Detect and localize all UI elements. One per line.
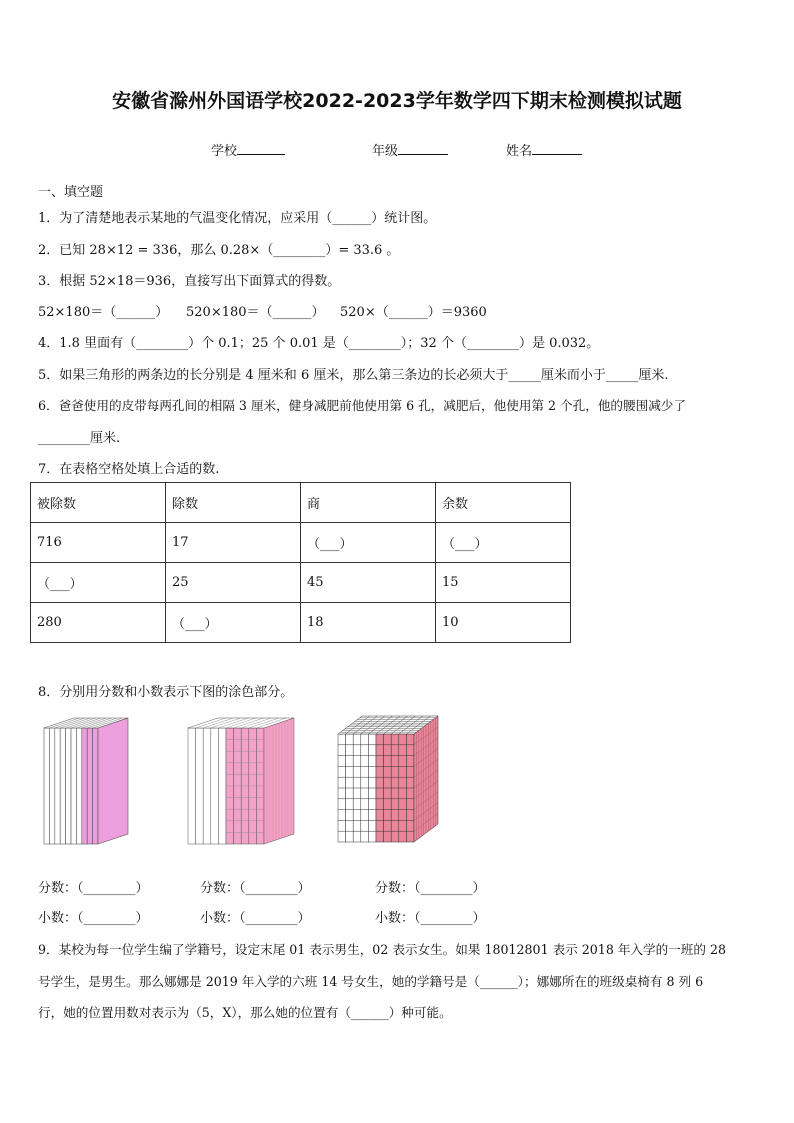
table-row [31,603,571,643]
grade-field [372,140,448,159]
table-cell: 17 [166,523,301,563]
table-cell[interactable]: （___） [166,603,301,643]
q3-item-2: 520×180＝（______） [186,305,325,320]
grade-blank[interactable] [398,140,448,155]
table-header-cell: 余数 [436,483,571,523]
block-side [98,718,128,844]
question-8: 8．分别用分数和小数表示下图的涂色部分。 [38,685,294,700]
question-6: 6．爸爸使用的皮带每两孔间的相隔 3 厘米，健身减肥前他使用第 6 孔，减肥后，他使用第 2 个孔，他的腰围减少了 [38,398,686,413]
strip [44,728,49,844]
grid-column [188,728,196,844]
question-2: 2．已知 28×12 = 336，那么 0.28×（________）= 33.6 。 [38,243,400,258]
fig1-strips [44,718,128,844]
strip [49,728,54,844]
table-cell: 25 [166,563,301,603]
thousandths-cube-figure [336,712,440,848]
strip [71,728,76,844]
fig2-grid [188,718,294,844]
fig1-fraction-answer[interactable]: 分数：（________） [38,881,149,896]
table-cell: 280 [31,603,166,643]
table-cell: 18 [301,603,436,643]
question-9: 9．某校为每一位学生编了学籍号，设定末尾 01 表示男生，02 表示女生。如果 18012801 表示 2018 年入学的一班的 28 [38,942,727,957]
fig3-grid [338,716,438,842]
question-1: 1．为了清楚地表示某地的气温变化情况，应采用（______）统计图。 [38,211,437,226]
table-cell: 716 [31,523,166,563]
table-cell: 10 [436,603,571,643]
division-table [30,482,571,643]
table-header-cell: 被除数 [31,483,166,523]
question-9-cont2: 行，她的位置用数对表示为（5，X），那么她的位置有（______）种可能。 [38,1005,452,1020]
table-cell[interactable]: （___） [31,563,166,603]
table-header-cell: 除数 [166,483,301,523]
strip [55,728,60,844]
grid-column [196,728,204,844]
grid-column [211,728,219,844]
strip [82,728,87,844]
table-cell[interactable]: （___） [436,523,571,563]
question-9-cont: 号学生，是男生。那么娜娜是 2019 年入学的六班 14 号女生，她的学籍号是（______）；娜娜所在的班级桌椅有 8 列 6 [38,974,704,989]
table-cell: 45 [301,563,436,603]
question-4: 4．1.8 里面有（________）个 0.1；25 个 0.01 是（________）；32 个（________）是 0.032。 [38,336,600,351]
table-cell[interactable]: （___） [301,523,436,563]
fig3-fraction-answer[interactable]: 分数：（________） [375,881,486,896]
strip [66,728,71,844]
strip [76,728,81,844]
name-blank[interactable] [532,140,582,155]
school-label: 学校 [211,144,238,159]
question-6-cont: ________厘米. [38,431,121,446]
fig2-decimal-answer[interactable]: 小数：（________） [200,911,311,926]
grid-column [203,728,211,844]
school-blank[interactable] [237,140,285,155]
q3-item-3: 520×（______）＝9360 [340,305,487,320]
section-heading: 一、填空题 [38,185,104,200]
grade-label: 年级 [372,144,399,159]
school-field [211,140,285,159]
tenths-block-figure [42,716,132,848]
table-header-row [31,483,571,523]
table-row [31,523,571,563]
fig1-decimal-answer[interactable]: 小数：（________） [38,911,149,926]
strip [60,728,65,844]
strip [93,728,98,844]
fig2-fraction-answer[interactable]: 分数：（________） [200,881,311,896]
grid-column [218,728,226,844]
table-row [31,563,571,603]
strip [87,728,92,844]
table-cell: 15 [436,563,571,603]
name-field [506,140,582,159]
page-title: 安徽省滁州外国语学校2022-2023学年数学四下期末检测模拟试题 [112,90,682,112]
question-7: 7．在表格空格处填上合适的数. [38,462,220,477]
table-header-cell: 商 [301,483,436,523]
q3-item-1: 52×180＝（______） [38,305,169,320]
fig3-decimal-answer[interactable]: 小数：（________） [375,911,486,926]
question-3: 3．根据 52×18＝936，直接写出下面算式的得数。 [38,274,341,289]
question-5: 5．如果三角形的两条边的长分别是 4 厘米和 6 厘米，那么第三条边的长必须大于_____厘米而小于_____厘米. [38,368,669,383]
name-label: 姓名 [506,144,533,159]
hundredths-block-figure [186,716,298,848]
